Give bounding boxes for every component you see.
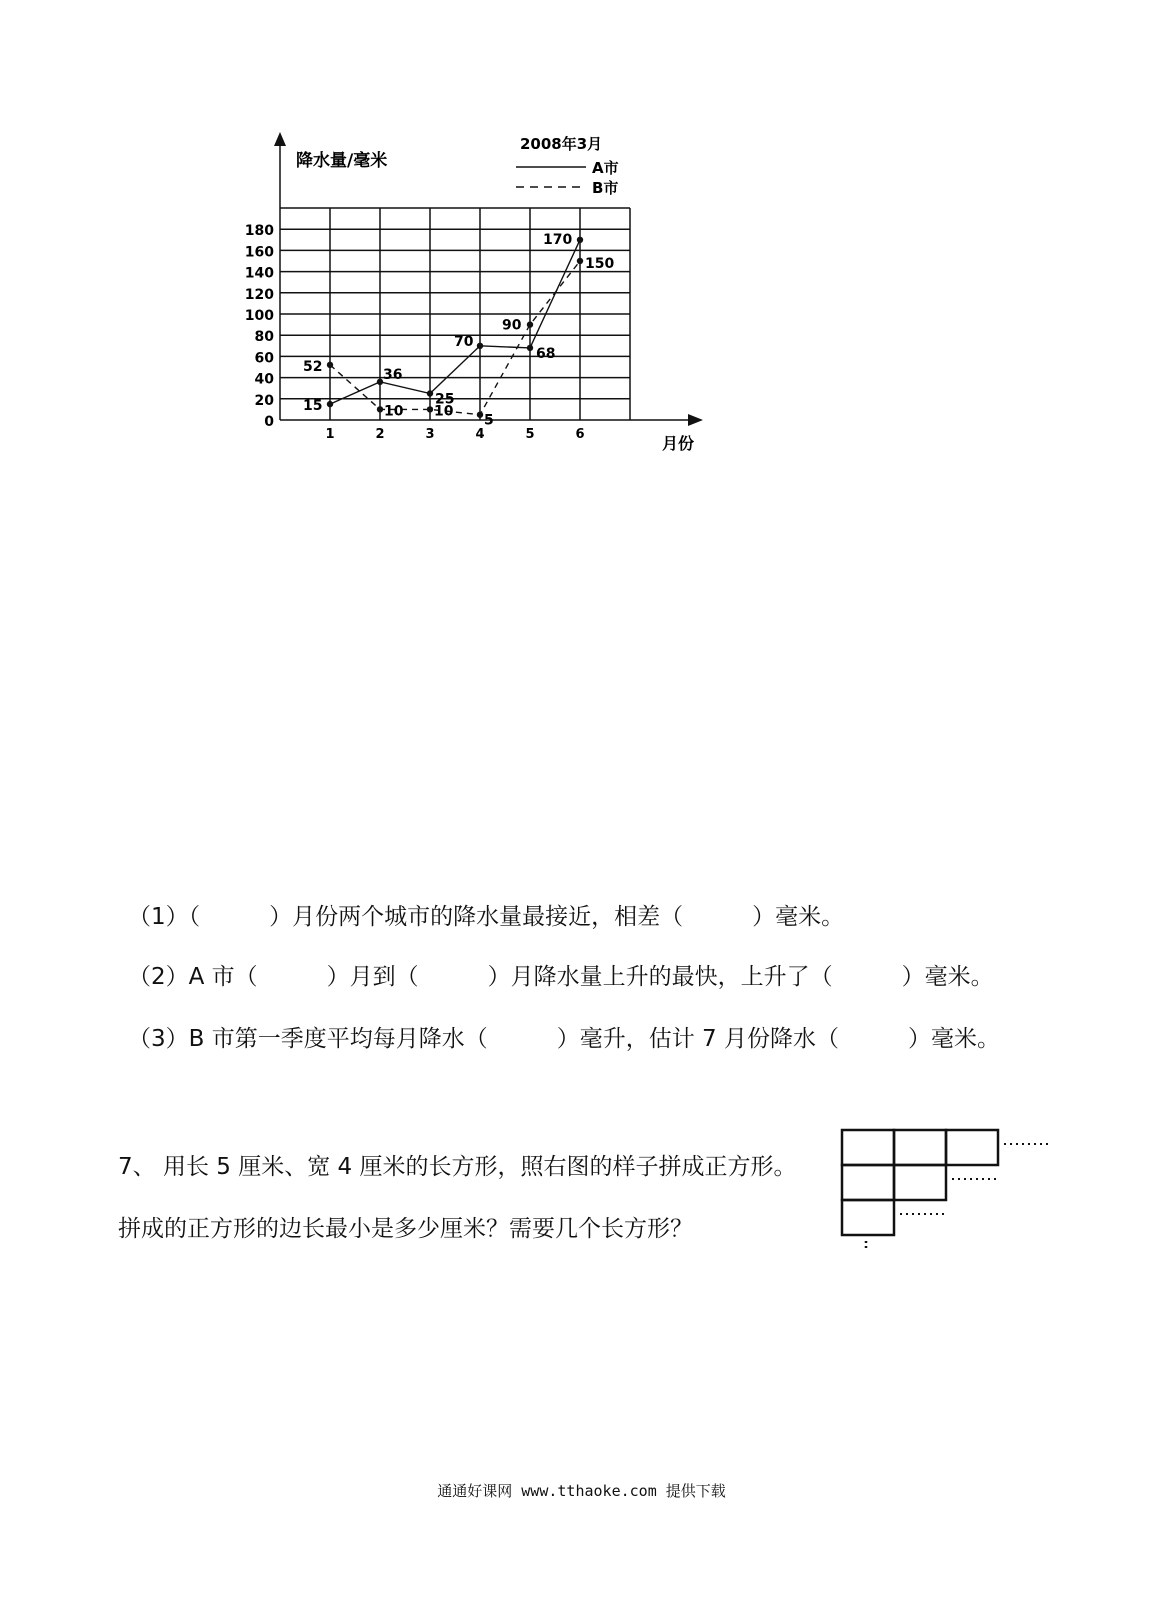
data-label: 25 — [435, 391, 455, 408]
y-tick-label: 0 — [264, 414, 274, 430]
question-3: （3）B 市第一季度平均每月降水（ ）毫升，估计 7 月份降水（ ）毫米。 — [128, 1026, 1000, 1052]
problem-7-statement: 7、 用长 5 厘米、宽 4 厘米的长方形，照右图的样子拼成正方形。 — [118, 1154, 797, 1180]
data-point — [427, 390, 433, 396]
data-point — [327, 362, 333, 368]
data-label: 52 — [303, 358, 323, 375]
data-point — [577, 237, 583, 243]
x-axis-arrow — [688, 414, 703, 426]
series-line-a — [330, 240, 580, 404]
chart-axes — [274, 132, 703, 426]
y-tick-label: 140 — [244, 265, 274, 282]
y-tick-label: 40 — [254, 371, 274, 388]
data-point — [477, 412, 483, 418]
x-axis-label: 月份 — [662, 434, 695, 453]
tiling-rectangle — [894, 1165, 946, 1200]
data-point — [527, 321, 533, 327]
y-tick-label: 20 — [254, 392, 274, 409]
x-tick-label: 2 — [375, 427, 385, 442]
chart-series — [327, 237, 583, 418]
tiling-rectangle — [894, 1130, 946, 1165]
data-label: 10 — [434, 403, 454, 420]
tiling-rectangle — [842, 1130, 894, 1165]
data-point — [427, 406, 433, 412]
y-tick-label: 100 — [244, 308, 274, 324]
data-point — [327, 401, 333, 407]
data-point — [477, 343, 483, 349]
y-tick-label: 180 — [244, 223, 274, 240]
legend-label: B市 — [592, 179, 619, 197]
x-tick-label: 1 — [325, 427, 335, 442]
tiling-rectangle — [842, 1200, 894, 1235]
y-tick-label: 60 — [254, 350, 274, 367]
x-tick-label: 6 — [575, 427, 585, 442]
y-tick-label: 160 — [244, 244, 274, 261]
chart-legend — [516, 159, 619, 197]
x-tick-label: 3 — [425, 427, 435, 442]
data-point — [527, 345, 533, 351]
problem-7-question: 拼成的正方形的边长最小是多少厘米？需要几个长方形？ — [118, 1216, 693, 1242]
x-tick-label: 4 — [475, 427, 485, 442]
rectangle-tiling-figure — [840, 1128, 1050, 1248]
rainfall-line-chart — [0, 0, 760, 480]
data-label: 15 — [303, 398, 323, 415]
y-axis-label: 降水量/毫米 — [296, 151, 388, 171]
data-label: 170 — [543, 231, 573, 248]
y-tick-label: 120 — [244, 286, 274, 303]
data-label: 70 — [454, 333, 474, 350]
y-tick-label: 80 — [254, 329, 274, 346]
data-label: 68 — [536, 345, 556, 362]
y-axis-arrow — [274, 132, 286, 146]
data-point — [577, 258, 583, 264]
data-label: 150 — [585, 256, 615, 272]
legend-label: A市 — [592, 159, 619, 177]
tiling-rectangle — [946, 1130, 998, 1165]
page-footer: 通通好课网 www.tthaoke.com 提供下载 — [437, 1482, 726, 1500]
data-point — [377, 406, 383, 412]
question-2: （2）A 市（ ）月到（ ）月降水量上升的最快，上升了（ ）毫米。 — [128, 964, 994, 990]
chart-title: 2008年3月 — [520, 135, 603, 153]
tiling-rectangle — [842, 1165, 894, 1200]
data-label: 36 — [383, 366, 403, 383]
x-tick-label: 5 — [525, 427, 535, 442]
question-1: （1）（ ）月份两个城市的降水量最接近，相差（ ）毫米。 — [128, 904, 845, 930]
data-label: 10 — [384, 403, 404, 420]
data-label: 90 — [502, 317, 522, 334]
data-label: 5 — [484, 412, 494, 429]
